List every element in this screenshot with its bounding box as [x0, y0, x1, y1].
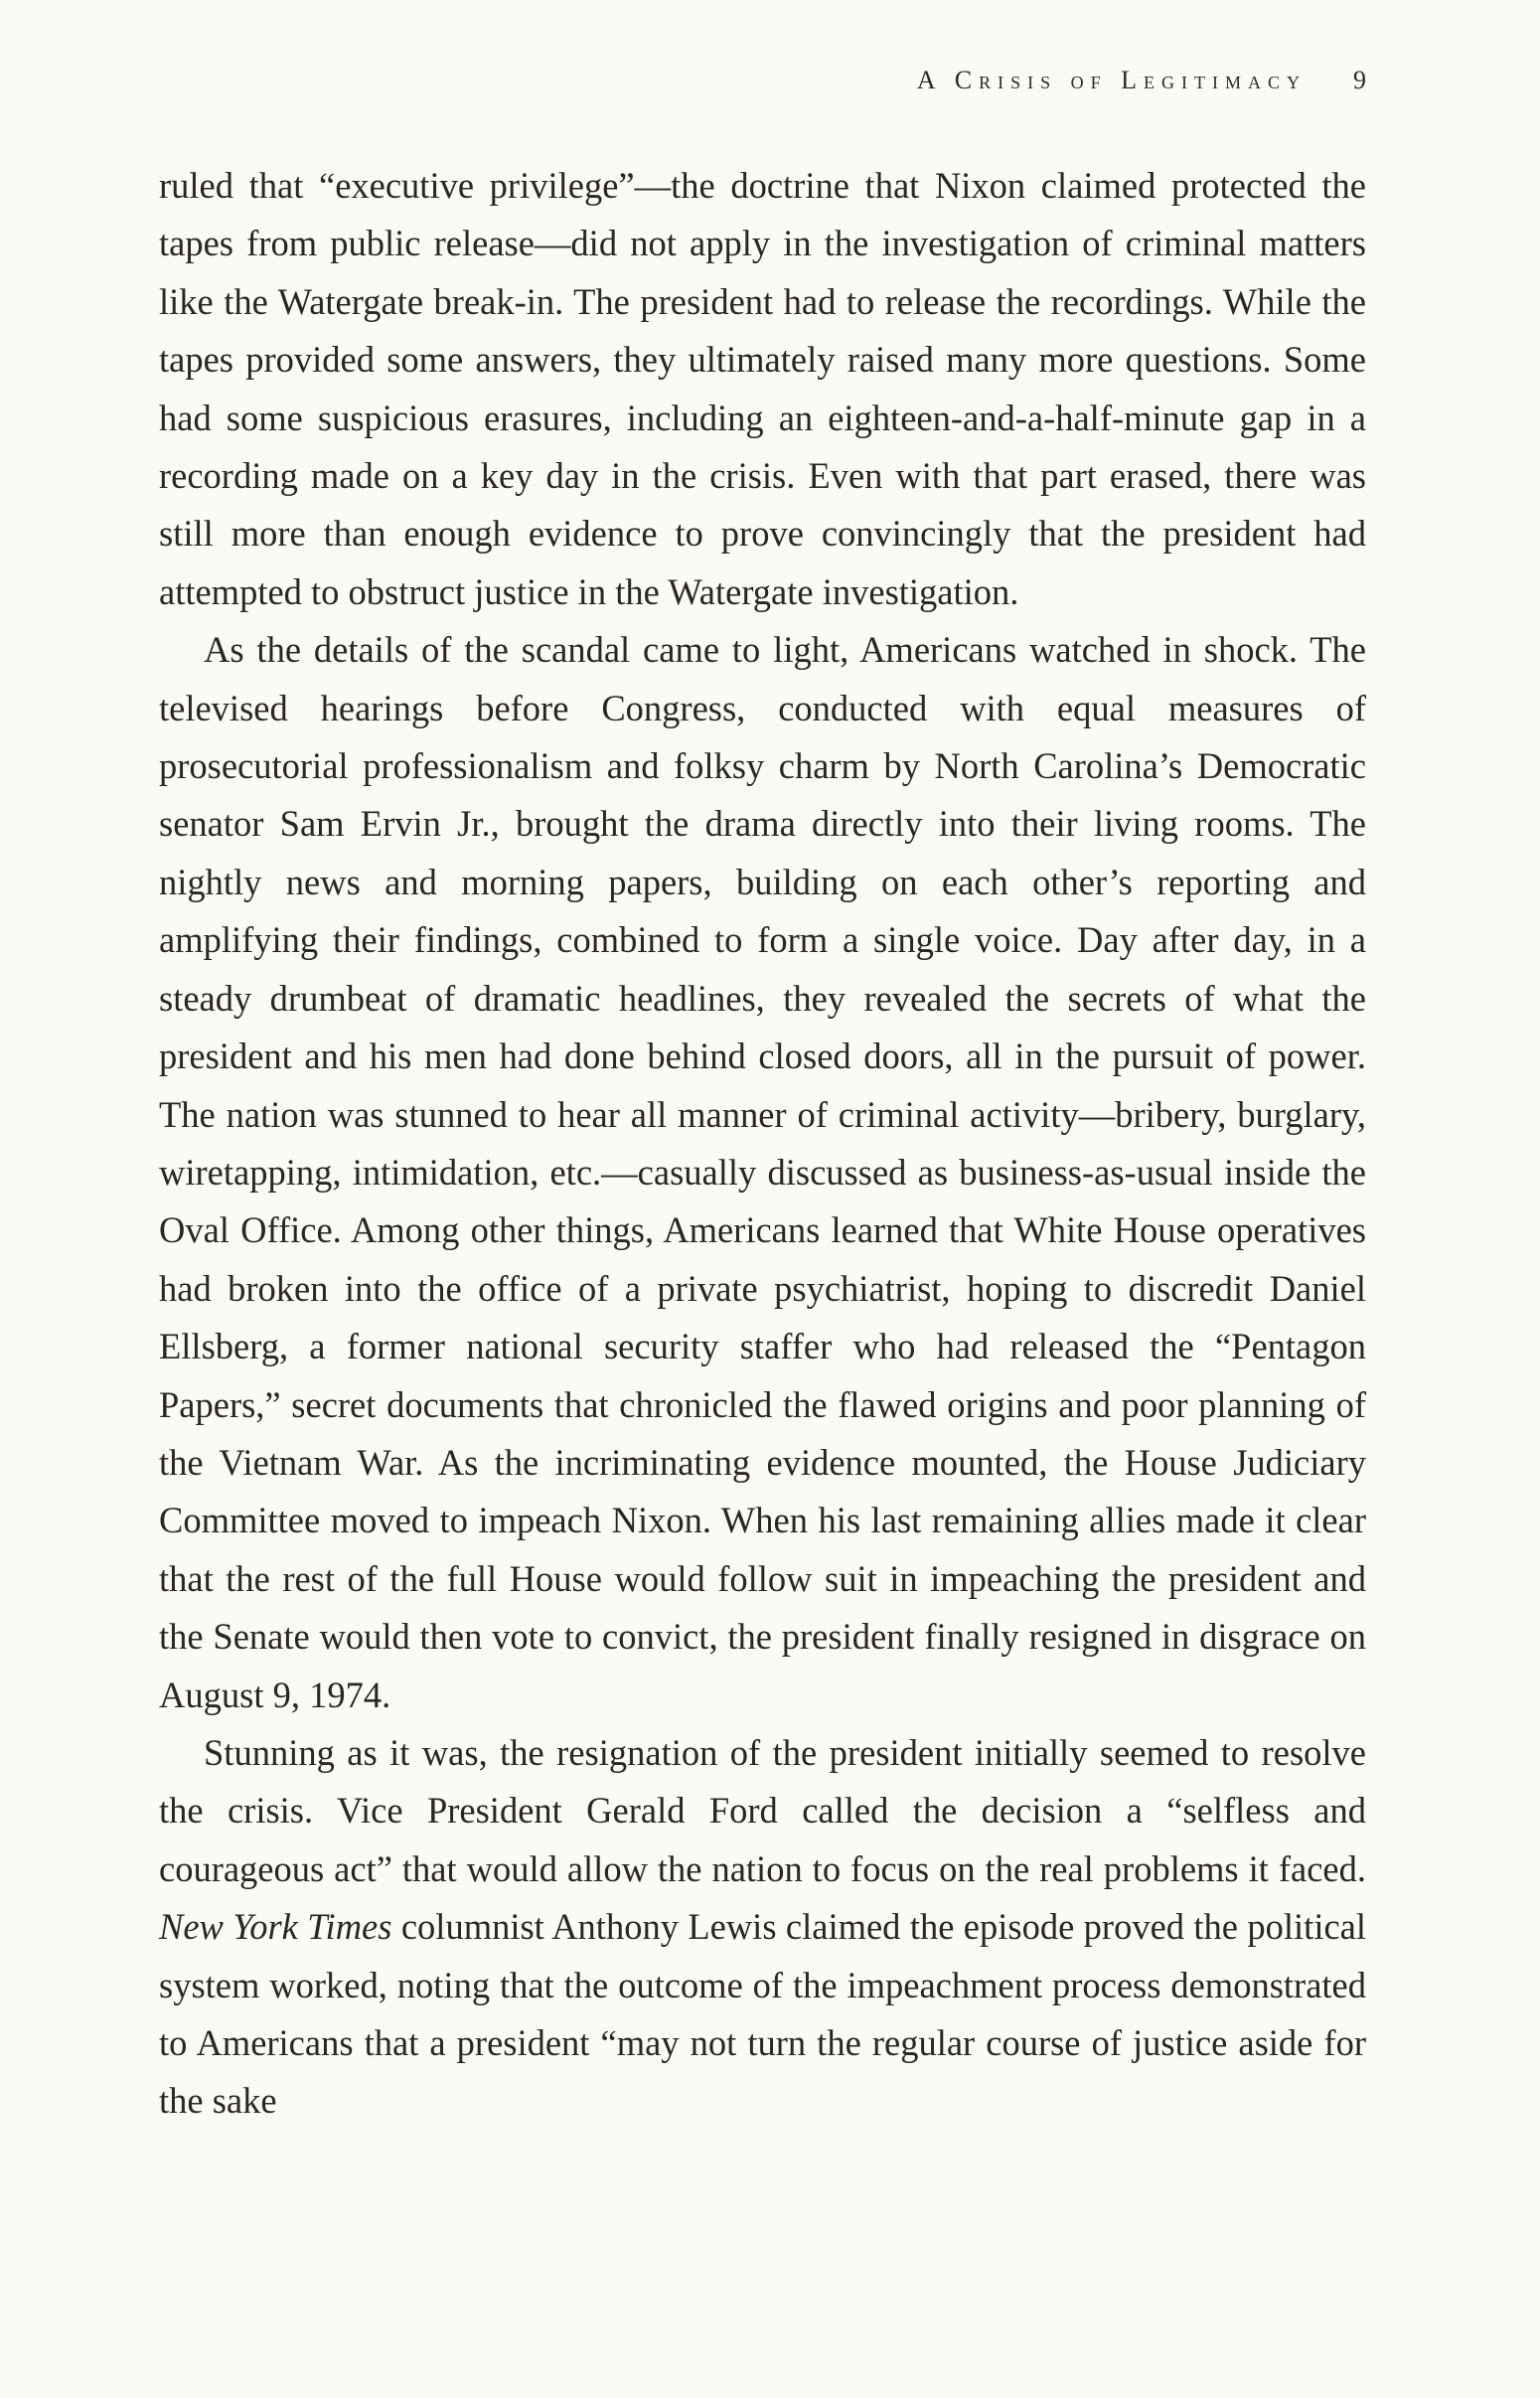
paragraph-2	[159, 621, 1366, 1724]
publication-title: New York Times	[159, 1906, 392, 1948]
body-text	[159, 157, 1366, 2131]
running-head	[159, 66, 1366, 105]
text-segment: Stunning as it was, the resignation of the president initially seemed to resolve the crisis. Vice President Gerald Ford called the decision a “selfless and courageous act” that would allow the nation to focus on the real problems it faced.	[159, 1731, 1366, 1889]
text-segment: columnist Anthony Lewis claimed the episode proved the political system worked, noting that the outcome of the impeachment process demonstrated to Americans that a president “may not turn the regular course of justice aside for the sake	[159, 1906, 1367, 2122]
paragraph-1	[159, 157, 1366, 621]
text-segment: As the details of the scandal came to light, Americans watched in shock. The televised hearings before Congress, conducted with equal measures of prosecutorial professionalism and folksy charm by North Carolina’s Democratic senator Sam Ervin Jr., brought the drama directly into their living rooms. The nightly news and morning papers, building on each other’s reporting and amplifying their findings, combined to form a single voice. Day after day, in a steady drumbeat of dramatic headlines, they revealed the secrets of what the president and his men had done behind closed doors, all in the pursuit of power. The nation was stunned to hear all manner of criminal activity—bribery, burglary, wiretapping, intimidation, etc.—casually discussed as business-as-usual inside the Oval Office. Among other things, Americans learned that White House operatives had broken into the office of a private psychiatrist, hoping to discredit Daniel Ellsberg, a former national security staffer who had released the “Pentagon Papers,” secret documents that chronicled the flawed origins and poor planning of the Vietnam War. As the incriminating evidence mounted, the House Judiciary Committee moved to impeach Nixon. When his last remaining allies made it clear that the rest of the full House would follow suit in impeaching the president and the Senate would then vote to convict, the president finally resigned in disgrace on August 9, 1974.	[159, 629, 1366, 1715]
running-title: A Crisis of Legitimacy	[916, 66, 1307, 94]
text-segment: ruled that “executive privilege”—the doctrine that Nixon claimed protected the tapes from public release—did not apply in the investigation of criminal matters like the Watergate break-in. The president had to release the recordings. While the tapes provided some answers, they ultimately raised many more questions. Some had some suspicious erasures, including an eighteen-and-a-half-minute gap in a recording made on a key day in the crisis. Even with that part erased, there was still more than enough evidence to prove convincingly that the president had attempted to obstruct justice in the Watergate investigation.	[159, 165, 1366, 612]
page-number: 9	[1353, 66, 1366, 94]
paragraph-3	[159, 1724, 1366, 2131]
